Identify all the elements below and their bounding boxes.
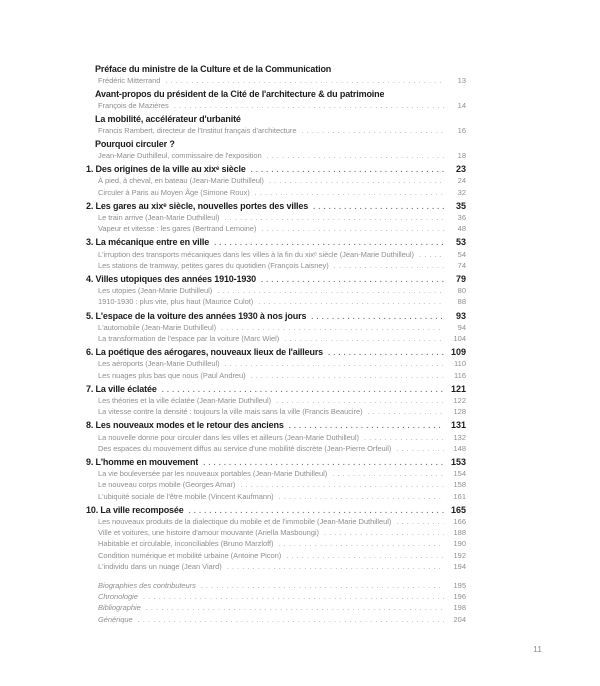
toc-entry-page-number: 88 [457,297,466,307]
toc-chapter-section [83,201,466,235]
toc-end-section [83,580,466,625]
toc-front-heading-label: La mobilité, accélérateur d'urbanité [95,113,241,124]
dot-leader [261,223,444,234]
toc-chapter-heading-label: 4. Villes utopiques des années 1910-1930 [86,273,256,284]
toc-entry [83,491,466,502]
toc-entry-page-number: 94 [457,322,466,332]
toc-entry-page-number: 190 [453,539,466,549]
toc-entry [83,443,466,454]
dot-leader [251,370,444,381]
toc-end-entry-page-number: 204 [453,614,466,624]
toc-entry-page-number: 24 [457,176,466,186]
toc-entry-label: Circuler à Paris au Moyen Âge (Simone Roux) [98,187,250,197]
toc-author-line-label: Jean-Marie Duthilleul, commissaire de l'exposition [98,150,262,160]
dot-leader [289,420,444,431]
toc-chapter-heading-page-number: 131 [450,420,466,431]
toc-chapter-heading-label: 6. La poétique des aérogares, nouveaux lieux de l'ailleurs [86,347,324,358]
toc-author-line [83,125,466,136]
toc-chapter-heading-page-number: 109 [450,347,466,358]
toc-end-entry-page-number: 196 [453,592,466,602]
toc-entry-page-number: 110 [454,359,466,369]
dot-leader [396,443,444,454]
toc-chapter-heading-label: 8. Les nouveaux modes et le retour des anciens [86,420,284,431]
toc-chapter-heading [83,420,466,431]
toc-chapter-heading-page-number: 23 [455,164,466,175]
toc-entry-label: Condition numérique et mobilité urbaine (Antoine Picon) [98,550,282,560]
toc-entry-label: L'individu dans un nuage (Jean Viard) [98,561,222,571]
toc-entry [83,550,466,561]
toc-entry [83,175,466,186]
toc-entry-page-number: 132 [453,432,466,442]
dot-leader [278,538,444,549]
dot-leader [269,175,444,186]
toc-entry-page-number: 161 [453,491,466,501]
toc-entry-label: 1910-1930 : plus vite, plus haut (Maurice Culot) [98,297,254,307]
toc-entry-page-number: 158 [453,480,466,490]
toc-entry-page-number: 194 [453,561,466,571]
toc-entry-label: Les stations de tramway, petites gares du quotidien (François Laisney) [98,260,329,270]
toc-entry [83,370,466,381]
dot-leader [396,516,444,527]
dot-leader [284,333,444,344]
toc-end-entry-label: Biographies des contributeurs [98,581,196,591]
toc-chapter-heading-page-number: 35 [455,200,466,211]
toc-entry [83,479,466,490]
toc-entry-page-number: 154 [453,469,466,479]
toc-chapter-heading [83,384,466,395]
toc-end-entry-page-number: 195 [453,581,466,591]
toc-entry-label: L'automobile (Jean-Marie Duthilleul) [98,322,217,332]
dot-leader [364,432,444,443]
toc-chapter-heading [83,347,466,358]
toc-chapter-section [83,164,466,198]
toc-chapter-heading-label: 9. L'homme en mouvement [86,457,199,467]
dot-leader [217,285,444,296]
toc-entry-label: Habitable et circulable, inconciliables (Bruno Marzloff) [98,539,274,549]
dot-leader [224,212,444,223]
dot-leader [162,384,444,395]
toc-author-line-label: Frédéric Mitterrand [98,76,161,86]
toc-entry [83,187,466,198]
dot-leader [251,164,444,175]
toc-front-section [83,89,466,111]
toc-entry-page-number: 32 [457,187,466,197]
toc-chapter-section [83,384,466,418]
toc-entry [83,395,466,406]
dot-leader [334,260,444,271]
toc-entry-label: La vitesse contre la densité : toujours la ville mais sans la ville (Francis Beaucire) [98,407,363,417]
toc-entry-page-number: 122 [453,395,466,405]
toc-entry [83,538,466,549]
toc-entry-label: Les aéroports (Jean-Marie Duthilleul) [98,359,220,369]
toc-front-section [83,64,466,86]
toc-end-entry [83,614,466,625]
dot-leader [279,491,444,502]
toc-end-entry [83,602,466,613]
toc-entry [83,249,466,260]
toc-author-line-label: François de Mazières [98,101,169,111]
dot-leader [311,311,444,322]
dot-leader [255,187,444,198]
toc-front-heading [83,139,466,150]
toc-entry-page-number: 48 [457,224,466,234]
toc-author-line-label: Francis Rambert, directeur de l'Institut français d'architecture [98,126,297,136]
toc-chapter-heading-label: 2. Les gares au xixᵉ siècle, nouvelles portes des villes [86,200,309,211]
toc-entry [83,223,466,234]
toc-entry-label: La transformation de l'espace par la voiture (Marc Wiel) [98,333,280,343]
dot-leader [214,237,444,248]
dot-leader [201,580,444,591]
toc-chapter-heading [83,311,466,322]
toc-entry [83,212,466,223]
toc-front-heading [83,89,466,100]
toc-entry-label: L'ubiquité sociale de l'être mobile (Vincent Kaufmann) [98,491,274,501]
dot-leader [324,527,444,538]
toc-end-entry-label: Chronologie [98,592,138,602]
toc-author-line-page-number: 13 [457,76,466,86]
toc-chapter-heading [83,164,466,175]
toc-entry-label: Les nuages plus bas que nous (Paul Andreu) [98,370,246,380]
toc-front-heading [83,64,466,75]
toc-entry [83,406,466,417]
toc-author-line [83,75,466,86]
toc-entry-page-number: 36 [457,212,466,222]
toc-end-entry [83,591,466,602]
toc-entry-label: Les théories et la ville éclatée (Jean-Marie Duthilleul) [98,395,272,405]
toc-entry [83,561,466,572]
toc-chapter-heading-label: 5. L'espace de la voiture des années 1930 à nos jours [86,310,307,321]
toc-entry-label: Ville et voitures, une histoire d'amour mouvante (Ariella Masboungi) [98,528,319,538]
toc-entry-label: La nouvelle donne pour circuler dans les villes et ailleurs (Jean-Marie Duthilleul) [98,432,359,442]
toc-entry [83,322,466,333]
toc-front-heading-label: Pourquoi circuler ? [95,138,175,149]
dot-leader [286,550,444,561]
toc-entry-label: À pied, à cheval, en bateau (Jean-Marie Duthilleul) [98,176,264,186]
toc-entry-page-number: 148 [453,443,466,453]
dot-leader [189,505,444,516]
toc-chapter-section [83,237,466,271]
toc-chapter-section [83,457,466,502]
dot-leader [203,457,444,468]
dot-leader [419,249,444,260]
dot-leader [146,602,444,613]
toc-chapter-heading [83,457,466,468]
toc-entry-label: La vie bouleversée par les nouveaux portables (Jean-Marie Duthilleul) [98,469,328,479]
dot-leader [138,614,444,625]
toc-chapter-section [83,347,466,381]
toc-chapter-heading-label: 7. La ville éclatée [86,383,157,394]
toc-entry [83,527,466,538]
toc-end-entry-label: Générique [98,614,133,624]
toc-entry-label: Le train arrive (Jean-Marie Duthilleul) [98,212,220,222]
toc-chapter-heading-page-number: 153 [450,457,466,467]
toc-author-line [83,100,466,111]
toc-front-section [83,114,466,136]
toc-entry-label: Vapeur et vitesse : les gares (Bertrand Lemoine) [98,224,257,234]
dot-leader [221,322,444,333]
toc-end-entry [83,580,466,591]
dot-leader [302,125,445,136]
toc-entry [83,285,466,296]
dot-leader [313,201,444,212]
toc-author-line-page-number: 18 [457,150,466,160]
toc-chapter-heading [83,201,466,212]
toc-entry [83,432,466,443]
toc-author-line [83,150,466,161]
toc-end-entry-page-number: 198 [453,603,466,613]
dot-leader [258,296,444,307]
toc-chapter-heading-page-number: 53 [455,237,466,248]
dot-leader [328,347,444,358]
toc-entry-page-number: 104 [453,333,466,343]
toc-entry-page-number: 74 [457,260,466,270]
toc-entry-label: Les nouveaux produits de la dialectique du mobile et de l'immobile (Jean-Marie Duthilleul) [98,517,392,527]
dot-leader [143,591,444,602]
toc-entry-page-number: 192 [453,550,466,560]
toc-chapter-section [83,420,466,454]
dot-leader [225,358,444,369]
toc-chapter-heading-page-number: 93 [455,310,466,321]
toc-entry-label: Des espaces du mouvement diffus au service d'une mobilité discrète (Jean-Pierre Orfeuil) [98,443,392,453]
toc-end-entry-label: Bibliographie [98,603,141,613]
dot-leader [332,468,444,479]
toc-chapter-heading-label: 1. Des origines de la ville au xixᵉ siècle [86,164,246,175]
toc-front-section [83,139,466,161]
toc-entry-page-number: 80 [457,286,466,296]
dot-leader [261,274,444,285]
toc-author-line-page-number: 14 [457,101,466,111]
toc-chapter-heading-page-number: 121 [450,383,466,394]
toc-entry-label: L'irruption des transports mécaniques dans les villes à la fin du xixᵉ siècle (Jean-Marie Duthilleul) [98,249,414,259]
toc-chapter-heading-label: 10. La ville recomposée [86,504,184,515]
toc-entry-page-number: 54 [457,249,466,259]
dot-leader [165,75,444,86]
toc-entry [83,358,466,369]
dot-leader [267,150,444,161]
toc-entry-label: Le nouveau corps mobile (Georges Amar) [98,480,236,490]
toc-front-heading-label: Avant-propos du président de la Cité de l'architecture & du patrimoine [95,88,385,99]
toc-entry [83,296,466,307]
toc-front-heading-label: Préface du ministre de la Culture et de la Communication [95,64,332,74]
toc-chapter-heading [83,274,466,285]
folio-page-number: 11 [533,644,542,654]
toc-front-heading [83,114,466,125]
toc-entry [83,516,466,527]
toc-entry-page-number: 128 [453,407,466,417]
toc-chapter-section [83,505,466,572]
dot-leader [368,406,444,417]
toc-author-line-page-number: 16 [457,126,466,136]
toc-entry [83,468,466,479]
toc-entry [83,333,466,344]
toc-chapter-heading-label: 3. La mécanique entre en ville [86,237,210,248]
toc-chapter-heading [83,505,466,516]
toc-entry-page-number: 166 [453,517,466,527]
toc-entry-page-number: 188 [453,528,466,538]
toc [83,64,466,625]
dot-leader [276,395,444,406]
toc-chapter-section [83,274,466,308]
toc-entry-page-number: 116 [454,370,466,380]
toc-chapter-heading-page-number: 79 [455,273,466,284]
dot-leader [227,561,444,572]
dot-leader [240,479,444,490]
dot-leader [174,100,444,111]
toc-chapter-heading-page-number: 165 [450,504,466,515]
toc-entry [83,260,466,271]
toc-entry-label: Les utopies (Jean-Marie Duthilleul) [98,286,213,296]
toc-chapter-section [83,311,466,345]
toc-chapter-heading [83,237,466,248]
